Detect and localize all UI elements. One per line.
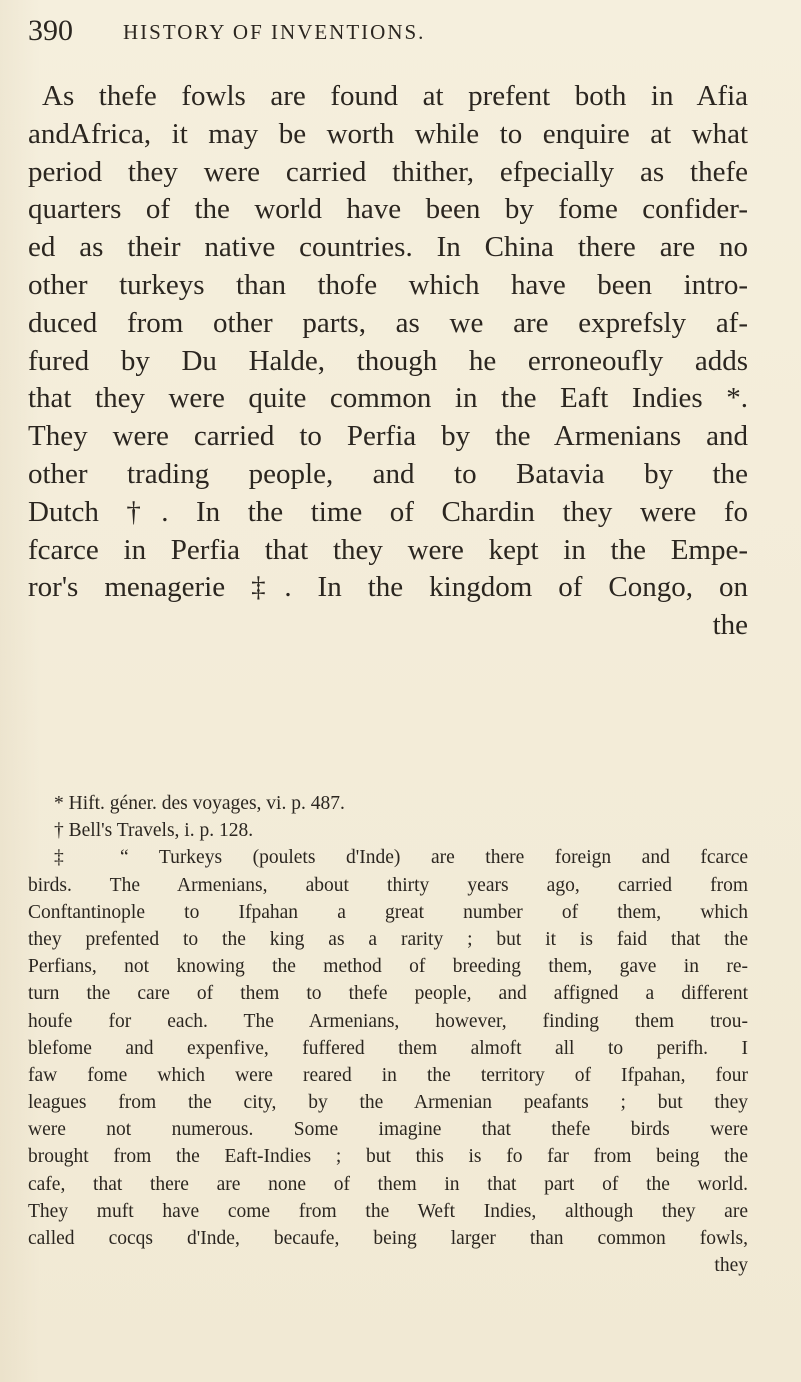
text-line: Dutch †. In the time of Chardin they were fo	[28, 495, 748, 528]
footnote-line: leagues from the city, by the Armenian peafants ; but they	[28, 1092, 748, 1114]
text-line: duced from other parts, as we are exprefsly af-	[28, 306, 748, 339]
footnote-line: they prefented to the king as a rarity ; but it is faid that the	[28, 928, 748, 950]
text-line: quarters of the world have been by fome confider-	[28, 193, 748, 226]
footnote-line: Perfians, not knowing the method of breeding them, gave in re-	[28, 956, 748, 978]
footnote-line: Conftantinople to Ifpahan a great number of them, which	[28, 901, 748, 923]
footnote-line: brought from the Eaft-Indies ; but this is fo far from being the	[28, 1146, 748, 1168]
text-line: ed as their native countries. In China there are no	[28, 231, 748, 264]
text-line: As thefe fowls are found at prefent both in Afia	[42, 80, 748, 112]
footnote-star: * Hift. géner. des voyages, vi. p. 487.	[54, 793, 345, 814]
footnote-line: birds. The Armenians, about thirty years ago, carried from	[28, 874, 748, 896]
text-line: They were carried to Perfia by the Armenians and	[28, 420, 748, 453]
text-line: andAfrica, it may be worth while to enquire at what	[28, 117, 748, 150]
page-number: 390	[28, 14, 73, 47]
footnote-line: cafe, that there are none of them in that part of the world.	[28, 1173, 748, 1195]
footnote-line: called cocqs d'Inde, becaufe, being larger than common fowls,	[28, 1228, 748, 1249]
text-line: fcarce in Perfia that they were kept in the Empe-	[28, 533, 748, 566]
text-line: fured by Du Halde, though he erroneoufly adds	[28, 344, 748, 377]
footnote-line: They muft have come from the Weft Indies, although they are	[28, 1200, 748, 1222]
text-line: other turkeys than thofe which have been intro-	[28, 268, 748, 301]
main-text	[28, 78, 748, 645]
footnote-line: were not numerous. Some imagine that thefe birds were	[28, 1119, 748, 1141]
footnote-double-dagger: ‡ “ Turkeys (poulets d'Inde) are there foreign and fcarce	[54, 847, 748, 869]
footnote-dagger: † Bell's Travels, i. p. 128.	[54, 820, 254, 842]
footnotes	[28, 790, 748, 1279]
footnote-line: turn the care of them to thefe people, and affigned a different	[28, 983, 748, 1005]
text-line: other trading people, and to Batavia by the	[28, 457, 748, 490]
text-line: ror's menagerie ‡. In the kingdom of Congo, on	[28, 571, 748, 604]
running-title: HISTORY OF INVENTIONS.	[123, 20, 426, 44]
footnote-line: faw fome which were reared in the territory of Ifpahan, four	[28, 1064, 748, 1086]
footnote-line: blefome and expenfive, fuffered them almoft all to perifh. I	[28, 1037, 748, 1059]
text-line: period they were carried thither, efpecially as thefe	[28, 155, 748, 188]
footnote-line: houfe for each. The Armenians, however, finding them trou-	[28, 1010, 748, 1032]
catchword: the	[712, 609, 748, 642]
text-line: that they were quite common in the Eaft Indies *.	[28, 382, 748, 415]
footnote-catchword: they	[714, 1255, 748, 1277]
running-head	[28, 8, 768, 48]
